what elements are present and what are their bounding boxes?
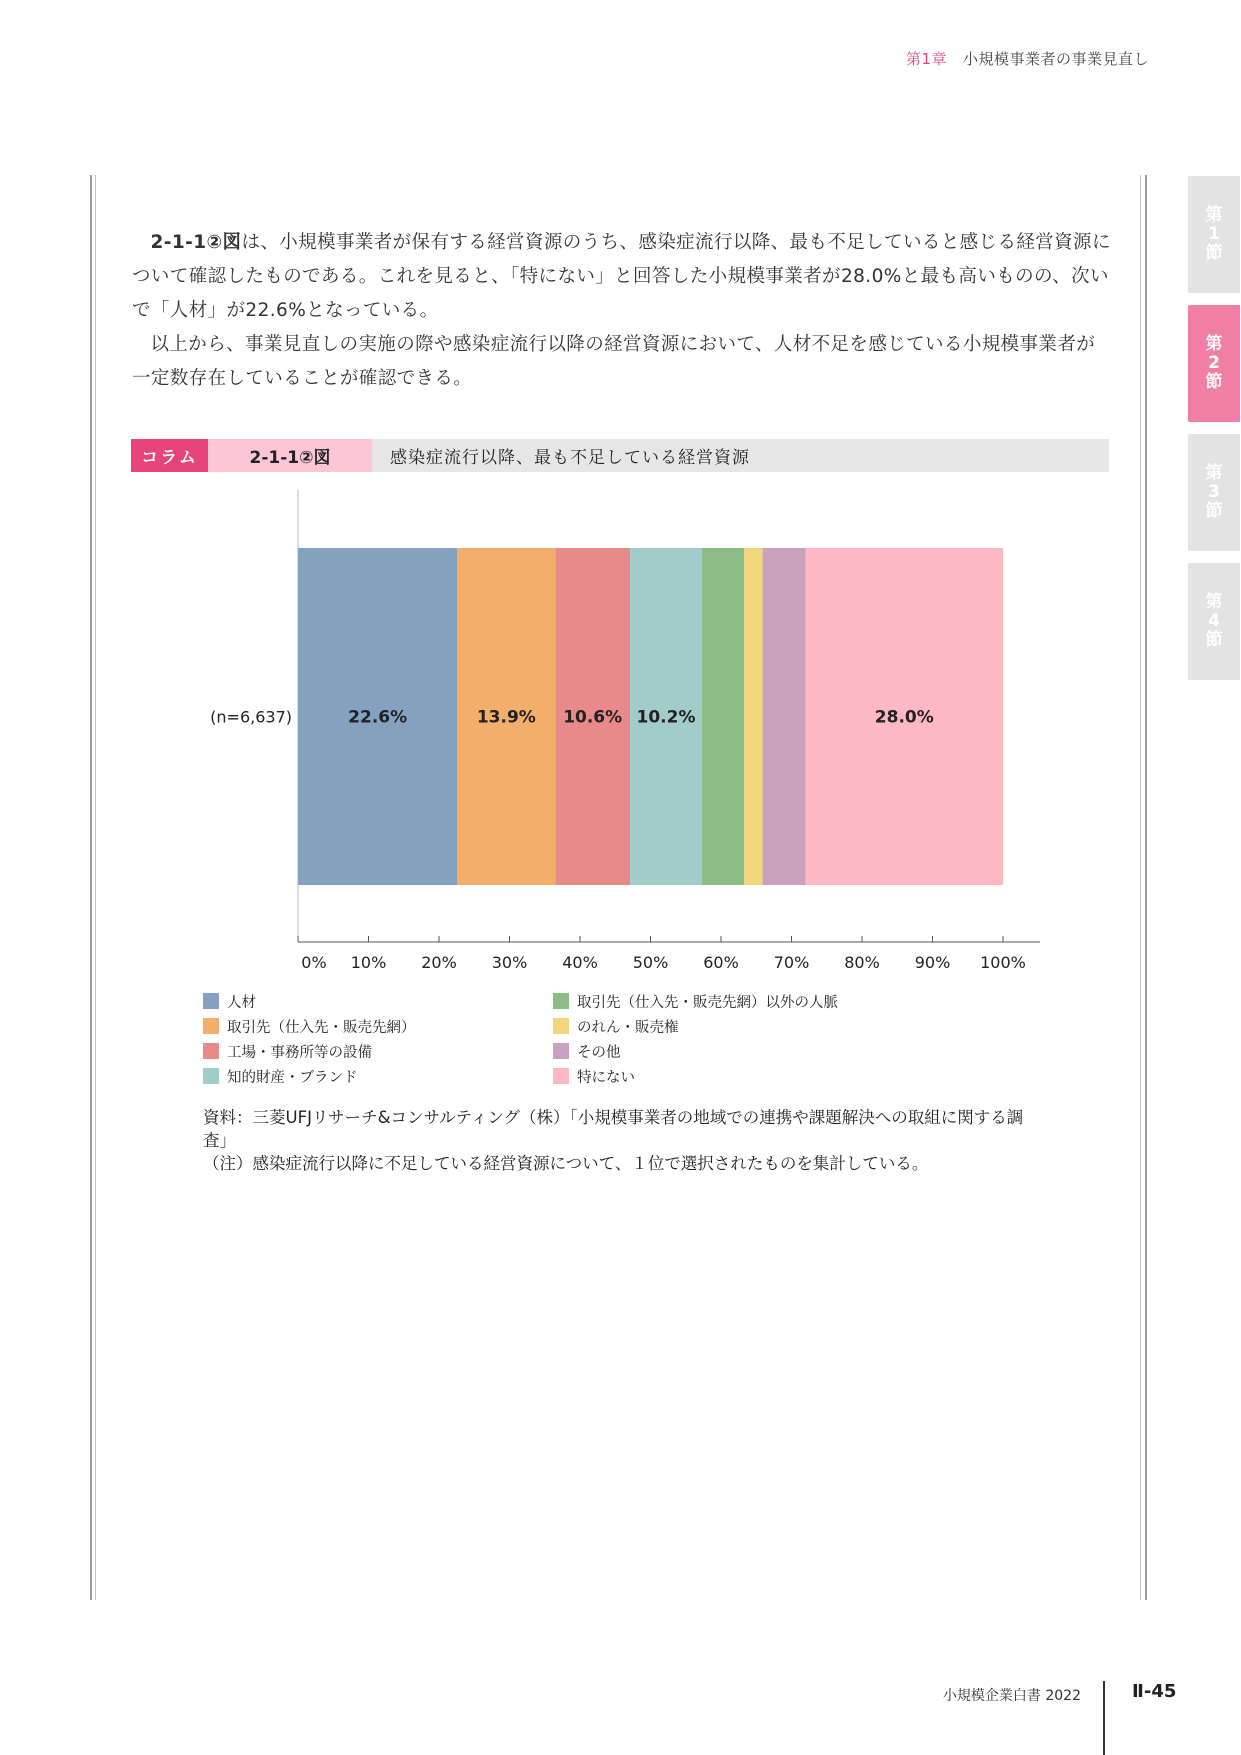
section-tab-char: 第	[1205, 334, 1223, 354]
legend-item	[553, 1040, 903, 1062]
figure-number: 2-1-1②図	[208, 439, 372, 472]
legend-item	[553, 990, 903, 1012]
legend-item	[203, 1015, 553, 1037]
data-label: 22.6%	[348, 707, 408, 728]
x-tick-label: 20%	[421, 953, 457, 972]
section-tab-char: 4	[1208, 611, 1220, 631]
legend-label: 特にない	[577, 1069, 635, 1086]
legend-label: 取引先（仕入先・販売先網）以外の人脈	[577, 994, 838, 1011]
x-tick-label: 0%	[301, 953, 327, 972]
data-label: 10.2%	[636, 707, 696, 728]
legend-item	[203, 1065, 553, 1087]
x-tick-label: 70%	[773, 953, 810, 972]
legend-swatch	[553, 993, 569, 1009]
legend-item	[553, 1065, 903, 1087]
bar-segment-7	[763, 548, 806, 885]
bar-segment-5	[702, 548, 744, 885]
legend-swatch	[203, 1043, 219, 1059]
data-label: 28.0%	[874, 707, 934, 728]
page-number: Ⅱ-45	[1132, 1681, 1177, 1702]
legend-swatch	[203, 1068, 219, 1084]
footer-separator	[1103, 1681, 1105, 1755]
x-tick-label: 10%	[350, 953, 387, 972]
section-tab-char: 節	[1205, 243, 1223, 263]
section-tab-char: 第	[1205, 592, 1223, 612]
data-label: 10.6%	[563, 707, 623, 728]
section-tab-char: 1	[1208, 224, 1220, 244]
book-title: 小規模企業白書 2022	[942, 1688, 1081, 1704]
x-tick-label: 100%	[980, 953, 1026, 972]
section-tab-char: 節	[1205, 501, 1223, 521]
section-tab-char: 2	[1208, 353, 1220, 373]
legend-label: 知的財産・ブランド	[227, 1069, 358, 1086]
page-footer	[0, 1681, 1241, 1721]
legend-swatch	[203, 1018, 219, 1034]
legend-item	[203, 1040, 553, 1062]
legend-swatch	[203, 993, 219, 1009]
section-tab-char: 節	[1205, 372, 1223, 392]
section-tab-char: 第	[1205, 463, 1223, 483]
legend-swatch	[553, 1068, 569, 1084]
paragraph-1-text: は、小規模事業者が保有する経営資源のうち、感染症流行以降、最も不足していると感じる経営資源について確認したものである。これを見ると、「特にない」と回答した小規模事業者が28.0%と最も高いものの、次いで「人材」が22.6%となっている。	[132, 232, 1111, 321]
chapter-title: 小規模事業者の事業見直し	[962, 50, 1149, 68]
section-tab-char: 節	[1205, 630, 1223, 650]
section-tab-char: 第	[1205, 205, 1223, 225]
chart-legend	[203, 990, 903, 1087]
bar-segment-6	[744, 548, 762, 885]
data-label: 13.9%	[476, 707, 536, 728]
category-label: (n=6,637)	[210, 707, 292, 727]
legend-label: 取引先（仕入先・販売先網）	[227, 1019, 416, 1036]
x-tick-label: 40%	[562, 953, 598, 972]
column-badge: コラム	[131, 439, 208, 472]
figure-reference: 2-1-1②図	[150, 232, 242, 253]
legend-label: 人材	[227, 994, 256, 1011]
legend-label: 工場・事務所等の設備	[227, 1044, 372, 1061]
figure-title: 感染症流行以降、最も不足している経営資源	[372, 439, 1109, 472]
legend-label: のれん・販売権	[577, 1019, 679, 1036]
legend-swatch	[553, 1018, 569, 1034]
x-tick-label: 60%	[703, 953, 739, 972]
source-line: 資料：三菱UFJリサーチ&コンサルティング（株）「小規模事業者の地域での連携や課題解決への取組に関する調査」	[203, 1108, 1024, 1150]
x-tick-label: 50%	[632, 953, 669, 972]
x-tick-label: 30%	[491, 953, 528, 972]
legend-item	[203, 990, 553, 1012]
paragraph-2: 以上から、事業見直しの実施の際や感染症流行以降の経営資源において、人材不足を感じている小規模事業者が一定数存在していることが確認できる。	[132, 334, 1096, 389]
legend-item	[553, 1015, 903, 1037]
note-line: （注）感染症流行以降に不足している経営資源について、１位で選択されたものを集計している。	[203, 1154, 929, 1173]
chapter-number: 第1章	[905, 50, 947, 68]
figure-source	[203, 1106, 1043, 1175]
x-tick-label: 80%	[844, 953, 880, 972]
legend-label: その他	[577, 1044, 621, 1061]
section-tab-char: 3	[1208, 482, 1220, 502]
legend-swatch	[553, 1043, 569, 1059]
x-tick-label: 90%	[914, 953, 951, 972]
